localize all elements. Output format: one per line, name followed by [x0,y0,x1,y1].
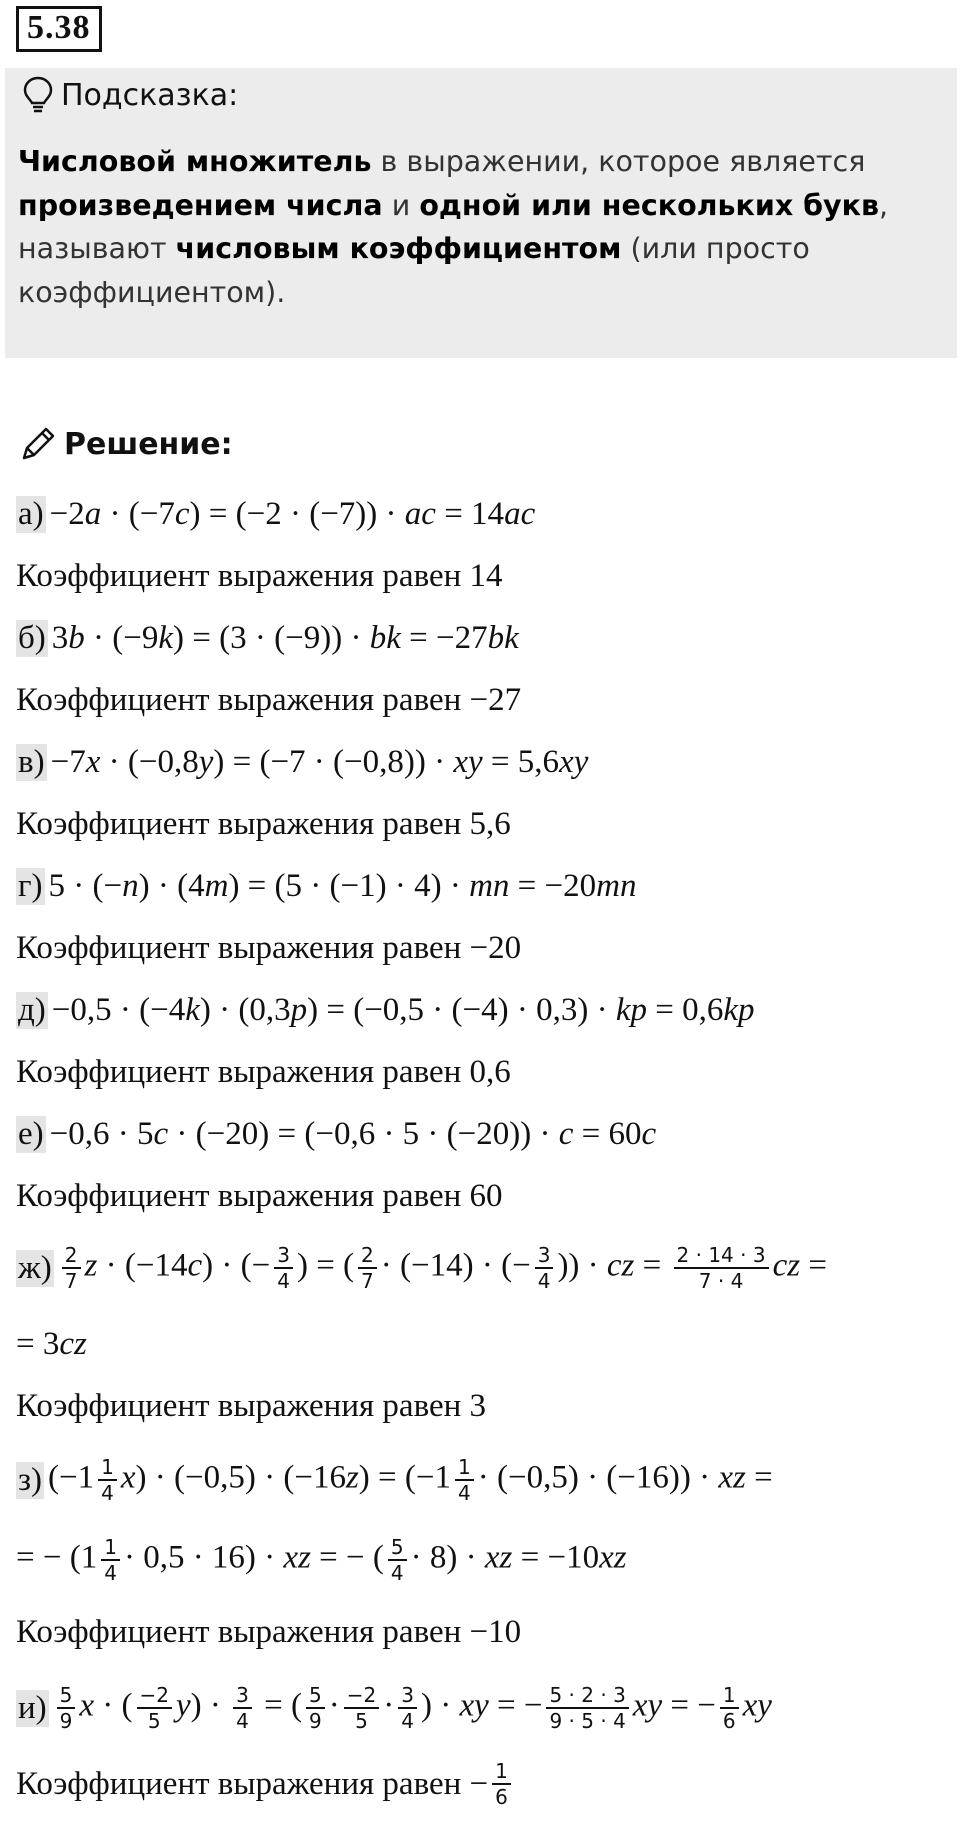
coef-value: 0,6 [469,1053,511,1090]
coef-value: − [469,1765,489,1802]
item-label: а) [18,495,44,532]
solution-line-z-cont [16,1532,627,1588]
item-label: и) [18,1689,47,1726]
solution-line-zh [16,1240,827,1296]
solution-header [18,424,233,464]
hint-text [18,140,918,314]
hint-text-4: называют [18,232,176,265]
coef-value: 3 [469,1387,487,1424]
hint-term-2: произведением числа [18,188,383,222]
hint-text-1: в выражении, которое является [371,145,866,178]
item-label: д) [18,991,46,1028]
lightbulb-icon [23,76,53,114]
coefficient-line [16,672,521,728]
solution-line-b [16,610,519,666]
expression: = − (1 $\frac{1}{4}$ · 0,5 · 16) · xz = − ( $\frac{5}{4}$ · 8) · xz = −10xz [16,1535,627,1585]
item-label: ж) [18,1249,52,1286]
solution-title: Решение: [64,426,233,462]
solution-line-a [16,486,535,542]
coefficient-line [16,1604,521,1660]
coefficient-line [16,920,521,976]
solution-line-v [16,734,588,790]
coef-text: Коэффициент выражения равен [16,1177,462,1214]
coefficient-line [16,1378,486,1434]
coef-value: 14 [469,557,503,594]
expression: (−1 $\frac{1}{4}$ x) · (−0,5) · (−16z) = (−1 $\frac{1}{4}$ · (−0,5) · (−16)) · xz = [48,1455,773,1505]
coefficient-line [16,1044,511,1100]
coef-text: Коэффициент выражения равен [16,681,462,718]
hint-text-6: коэффициентом). [18,275,286,309]
coef-value: 60 [469,1177,503,1214]
expression: 3b · (−9k) = (3 · (−9)) · bk = −27bk [51,619,519,656]
hint-title: Подсказка: [61,77,239,113]
hint-term-4: числовым коэффициентом [175,232,622,265]
item-label: б) [18,619,46,656]
coef-text: Коэффициент выражения равен [16,1765,462,1802]
solution-line-zh-cont [16,1316,87,1372]
coefficient-line [16,1168,503,1224]
solution-line-d [16,982,755,1038]
hint-text-3: , [879,188,889,222]
expression: 5 · (−n) · (4m) = (5 · (−1) · 4) · mn = −20mn [48,867,637,904]
problem-number: 5.38 [16,6,102,52]
solution-line-z [16,1452,773,1508]
hint-text-5: (или просто [621,232,810,265]
hint-term-3: одной или нескольких букв [419,188,880,222]
coefficient-line [16,548,503,604]
expression: −0,6 · 5c · (−20) = (−0,6 · 5 · (−20)) · c = 60c [49,1115,657,1152]
coef-text: Коэффициент выражения равен [16,1387,462,1424]
coef-text: Коэффициент выражения равен [16,929,462,966]
item-label: г) [18,867,43,904]
solution-line-e [16,1106,656,1162]
item-label: в) [18,743,45,780]
hint-box [5,68,957,358]
item-label: з) [18,1461,43,1498]
coef-fraction: $\frac{1}{6}$ [492,1759,511,1809]
pencil-icon [18,424,58,464]
expression: = 3cz [16,1325,87,1362]
coefficient-line [16,796,511,852]
coef-value: 5,6 [469,805,511,842]
coefficient-line [16,1756,515,1812]
coef-text: Коэффициент выражения равен [16,557,462,594]
coef-text: Коэффициент выражения равен [16,1613,462,1650]
expression: $\frac{2}{7}$ z · (−14c) · (− $\frac{3}{4}$ ) = ( $\frac{2}{7}$ · (−14) · (− $\frac{3}{4}$ )) · cz = $\frac{2 \cdot 14 \cdot 3}{7 \cdot 4}$ cz = [58,1243,827,1293]
coef-value: −10 [469,1613,522,1650]
hint-text-2: и [382,188,420,222]
coef-text: Коэффициент выражения равен [16,805,462,842]
item-label: е) [18,1115,44,1152]
solution-line-i [16,1680,772,1736]
solution-line-g [16,858,637,914]
coef-value: −20 [469,929,522,966]
expression: $\frac{5}{9}$ x · ( $\frac{-2}{5}$ y) · $\frac{3}{4}$ = ( $\frac{5}{9}$ · $\frac{-2}{5}$ · $\frac{3}{4}$ ) · xy = − $\frac{5 \cdot 2 \cdot 3}{9 \cdot 5 \cdot 4}$ xy = − $\frac{1}{6}$ xy [53,1683,772,1733]
expression: −7x · (−0,8y) = (−7 · (−0,8)) · xy = 5,6xy [50,743,589,780]
expression: −2a · (−7c) = (−2 · (−7)) · ac = 14ac [49,495,536,532]
expression: −0,5 · (−4k) · (0,3p) = (−0,5 · (−4) · 0,3) · kp = 0,6kp [51,991,755,1028]
coef-text: Коэффициент выражения равен [16,1053,462,1090]
hint-term-1: Числовой множитель [18,145,372,178]
coef-value: −27 [469,681,522,718]
hint-header [23,76,238,114]
